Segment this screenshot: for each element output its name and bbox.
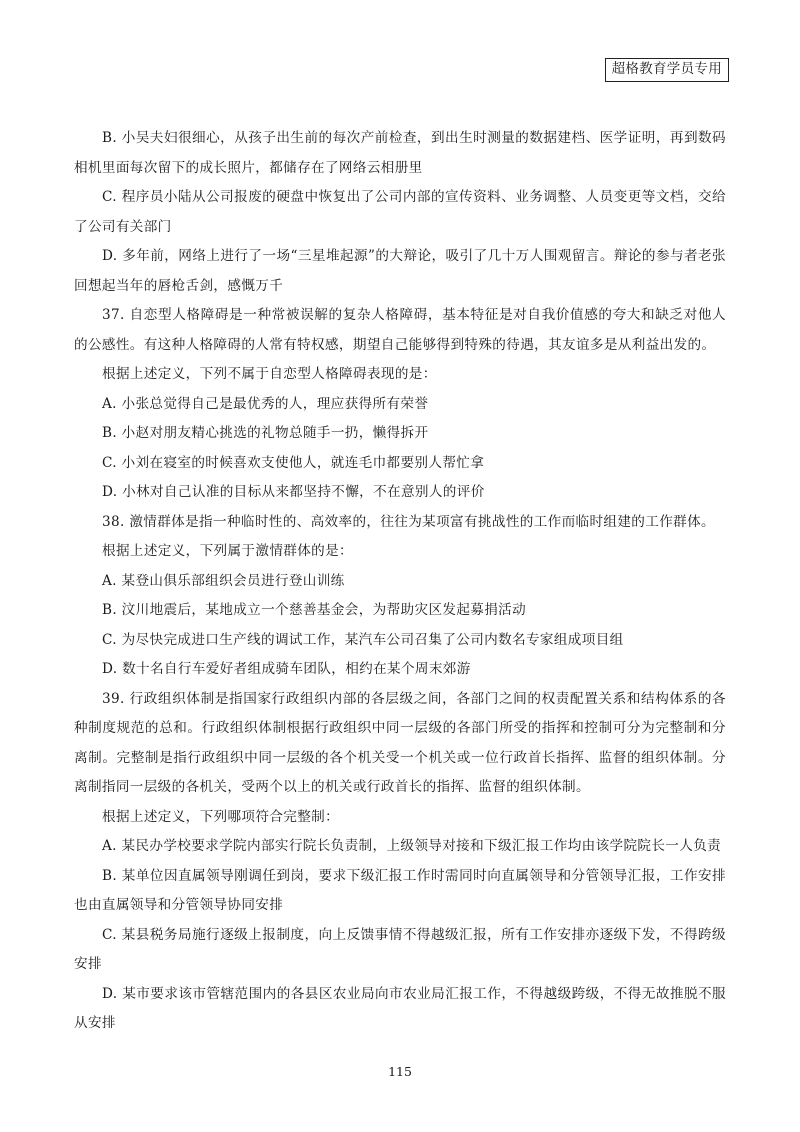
question-37-prompt: 根据上述定义，下列不属于自恋型人格障碍表现的是：	[102, 366, 437, 382]
option-b-q38: B. 汶川地震后，某地成立一个慈善基金会，为帮助灾区发起募捐活动	[102, 602, 527, 618]
question-39-prompt: 根据上述定义，下列哪项符合完整制：	[102, 808, 340, 825]
header-watermark-tag: 超格教育学员专用	[605, 58, 729, 82]
option-c-q39: C. 某县税务局施行逐级上报制度，向上反馈事情不得越级汇报，所有工作安排亦逐级下发，不得跨级安排	[74, 926, 726, 972]
page-body	[74, 124, 726, 1039]
question-38-definition: 38. 激情群体是指一种临时性的、高效率的，往往为某项富有挑战性的工作而临时组建的工作群体。	[102, 513, 715, 530]
option-a-q38: A. 某登山俱乐部组织会员进行登山训练	[102, 572, 345, 589]
option-a-q37: A. 小张总觉得自己是最优秀的人，理应获得所有荣誉	[102, 395, 429, 412]
option-a-q39: A. 某民办学校要求学院内部实行院长负责制，上级领导对接和下级汇报工作均由该学院院长一人负责	[102, 838, 722, 854]
question-37-definition: 37. 自恋型人格障碍是一种常被误解的复杂人格障碍，基本特征是对自我价值感的夸大和缺乏对他人的公感性。有这种人格障碍的人常有特权感，期望自己能够得到特殊的待遇，其友谊多是从利益出发的。	[74, 307, 726, 353]
option-b-q37: B. 小赵对朋友精心挑选的礼物总随手一扔，懒得拆开	[102, 425, 429, 441]
page-number: 115	[388, 1064, 412, 1079]
question-38-prompt: 根据上述定义，下列属于激情群体的是：	[102, 543, 353, 559]
question-39-definition: 39. 行政组织体制是指国家行政组织内部的各层级之间，各部门之间的权责配置关系和结构体系的各种制度规范的总和。行政组织体制根据行政组织中同一层级的各部门所受的指挥和控制可分为完整制和分离制。完整制是指行政组织中同一层级的各个机关受一个机关或一位行政首长指挥、监督的组织体制。分离制指同一层级的各机关，受两个以上的机关或行政首长的指挥、监督的组织体制。	[74, 690, 726, 795]
option-c-q36: C. 程序员小陆从公司报废的硬盘中恢复出了公司内部的宣传资料、业务调整、人员变更等文档，交给了公司有关部门	[74, 189, 726, 235]
option-d-q36: D. 多年前，网络上进行了一场“三星堆起源”的大辩论，吸引了几十万人围观留言。辩论的参与者老张回想起当年的唇枪舌剑，感慨万千	[74, 248, 726, 294]
option-c-q37: C. 小刘在寝室的时候喜欢支使他人，就连毛巾都要别人帮忙拿	[102, 454, 485, 471]
option-b-q36: B. 小吴夫妇很细心，从孩子出生前的每次产前检查，到出生时测量的数据建档、医学证明，再到数码相机里面每次留下的成长照片，都储存在了网络云相册里	[74, 130, 726, 176]
option-d-q39: D. 某市要求该市管辖范围内的各县区农业局向市农业局汇报工作，不得越级跨级，不得无故推脱不服从安排	[74, 985, 726, 1031]
option-d-q37: D. 小林对自己认准的目标从来都坚持不懈，不在意别人的评价	[102, 484, 485, 500]
option-d-q38: D. 数十名自行车爱好者组成骑车团队，相约在某个周末郊游	[102, 661, 471, 677]
option-b-q39: B. 某单位因直属领导刚调任到岗，要求下级汇报工作时需同时向直属领导和分管领导汇报，工作安排也由直属领导和分管领导协同安排	[74, 867, 726, 913]
option-c-q38: C. 为尽快完成进口生产线的调试工作，某汽车公司召集了公司内数名专家组成项目组	[102, 631, 624, 648]
